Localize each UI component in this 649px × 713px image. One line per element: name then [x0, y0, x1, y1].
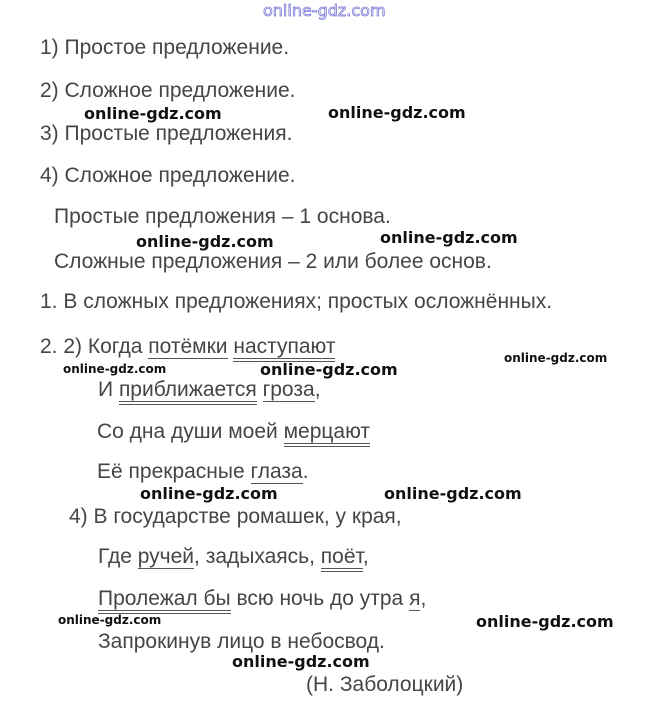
line-middle: , задыхаясь, — [194, 545, 321, 568]
answer-line-3: 3) Простые предложения. — [40, 122, 293, 145]
predicate-word: наступают — [233, 335, 335, 362]
poem-1-line-2 — [98, 378, 321, 402]
rule-simple-sentences: Простые предложения – 1 основа. — [54, 205, 391, 228]
predicate-word: приближается — [119, 378, 257, 405]
answer-line-1: 1) Простое предложение. — [40, 36, 290, 59]
answer-line-4: 4) Сложное предложение. — [40, 164, 296, 187]
watermark: online-gdz.com — [63, 362, 167, 376]
line-prefix: Её прекрасные — [97, 460, 251, 483]
poem-author: (Н. Заболоцкий) — [306, 673, 464, 696]
predicate-word: поёт — [321, 545, 363, 572]
poem-1-line-1 — [40, 335, 335, 359]
predicate-word: мерцают — [284, 420, 370, 447]
watermark: online-gdz.com — [504, 351, 608, 365]
watermark: online-gdz.com — [136, 232, 274, 251]
poem-2-line-2 — [98, 545, 369, 569]
watermark: online-gdz.com — [476, 612, 614, 631]
line-prefix: 2. 2) Когда — [40, 335, 149, 358]
space — [257, 378, 263, 401]
punctuation: , — [420, 587, 427, 610]
punctuation: . — [302, 460, 309, 483]
task-1-answer: 1. В сложных предложениях; простых осложнённых. — [40, 290, 553, 313]
poem-1-line-3 — [97, 420, 370, 444]
subject-word: ручей — [137, 545, 195, 568]
line-prefix: Со дна души моей — [97, 420, 284, 443]
poem-1-line-4 — [97, 460, 309, 484]
poem-2-line-3 — [98, 587, 426, 611]
subject-word: глаза — [250, 460, 303, 483]
watermark: online-gdz.com — [140, 484, 278, 503]
watermark: online-gdz.com — [380, 228, 518, 247]
top-watermark: online-gdz.com — [263, 1, 386, 20]
subject-word: потёмки — [148, 335, 228, 358]
predicate-word: Пролежал бы — [98, 587, 231, 614]
line-middle: всю ночь до утра — [230, 587, 410, 610]
subject-word: я — [409, 587, 421, 610]
watermark: online-gdz.com — [84, 104, 222, 123]
watermark: online-gdz.com — [260, 360, 398, 379]
watermark: online-gdz.com — [232, 652, 370, 671]
subject-word: гроза — [262, 378, 315, 401]
line-prefix: Где — [98, 545, 138, 568]
rule-complex-sentences: Сложные предложения – 2 или более основ. — [54, 250, 492, 273]
answer-line-2: 2) Сложное предложение. — [40, 79, 296, 102]
poem-2-line-4: Запрокинув лицо в небосвод. — [98, 630, 385, 653]
watermark: online-gdz.com — [58, 613, 162, 627]
poem-2-line-1: 4) В государстве ромашек, у края, — [69, 505, 402, 528]
watermark: online-gdz.com — [328, 103, 466, 122]
punctuation: , — [362, 545, 369, 568]
watermark: online-gdz.com — [384, 484, 522, 503]
punctuation: , — [314, 378, 321, 401]
line-prefix: И — [98, 378, 119, 401]
